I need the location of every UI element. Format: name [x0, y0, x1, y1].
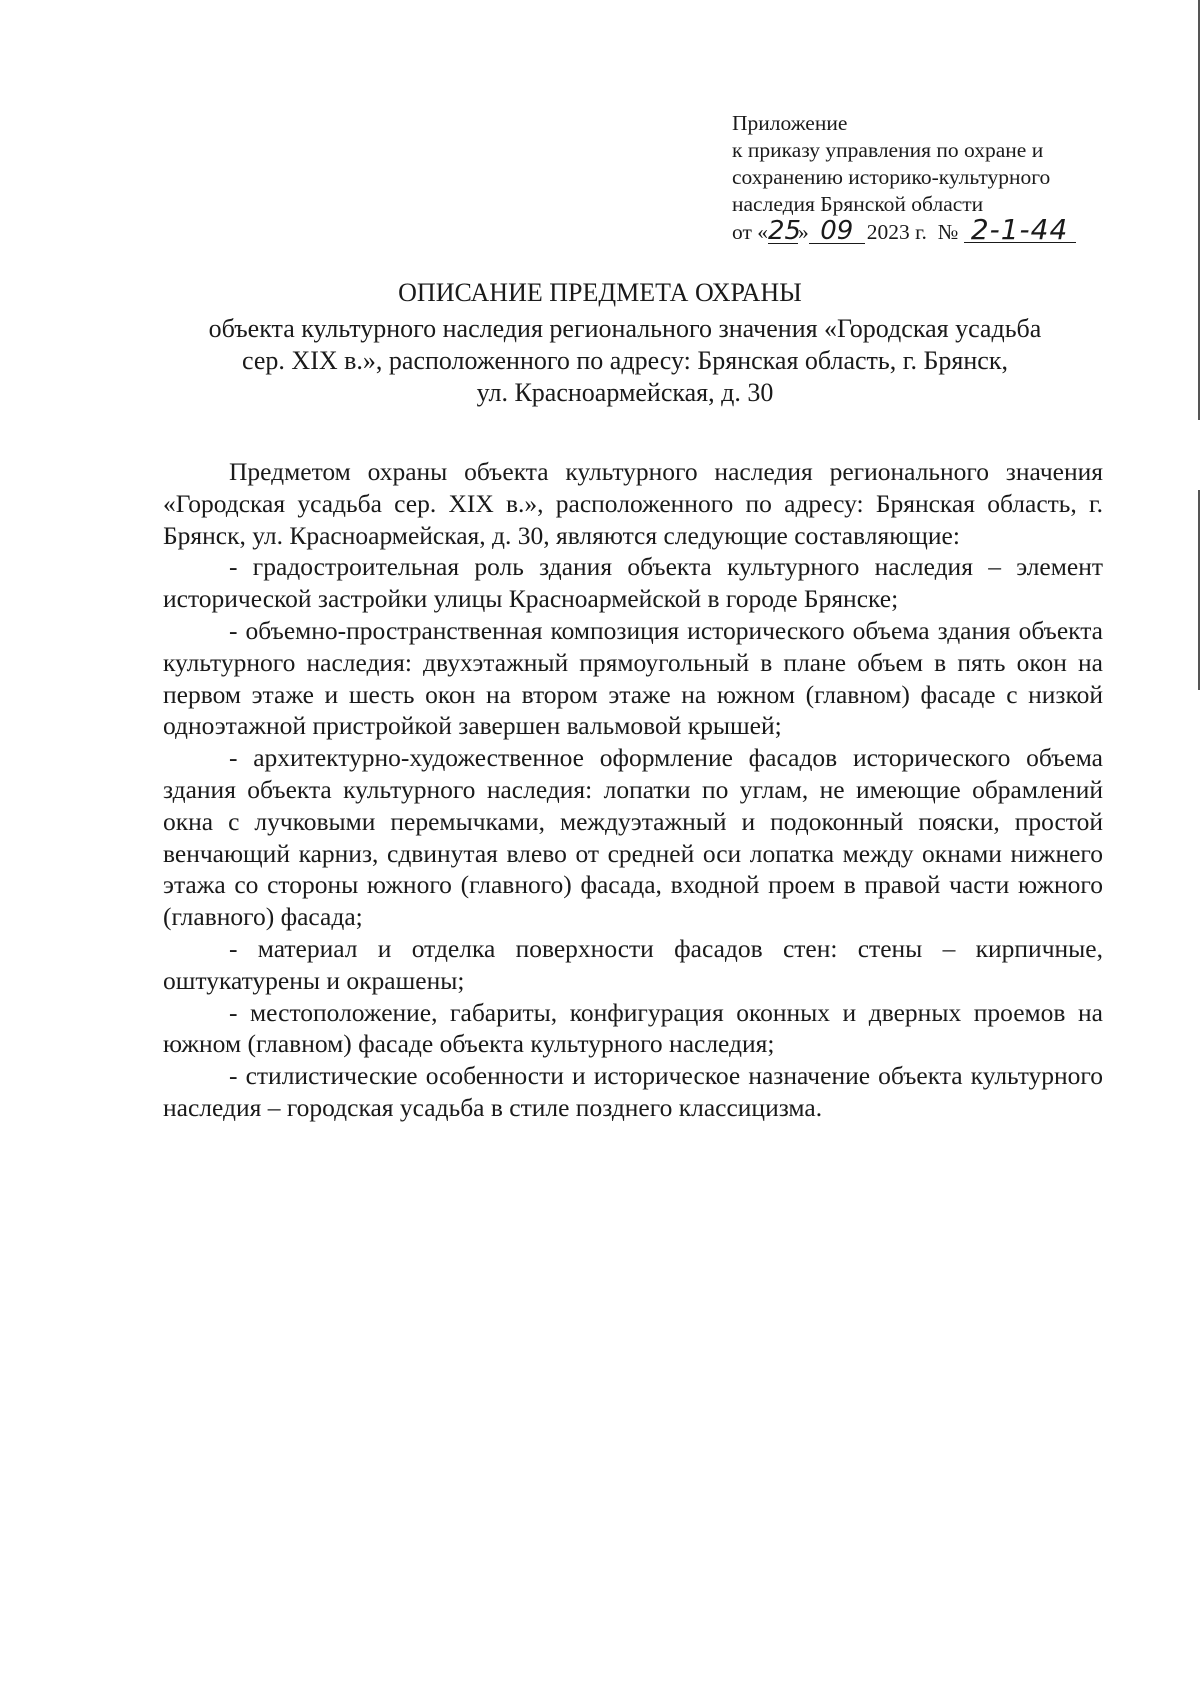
handwritten-day: 25	[768, 216, 802, 246]
date-prefix: от «	[732, 220, 768, 244]
body-paragraph: - материал и отделка поверхности фасадов стен: стены – кирпичные, оштукатурены и окрашены;	[163, 933, 1103, 995]
body-paragraph: Предметом охраны объекта культурного наследия регионального значения «Городская усадьба сер. XIX в.», расположенного по адресу: Брянская область, г. Брянск, ул. Красноармейская, д. 30, являются следующие составляющие:	[163, 457, 1103, 550]
appendix-label: Приложение	[732, 111, 848, 135]
document-title: ОПИСАНИЕ ПРЕДМЕТА ОХРАНЫ	[398, 278, 802, 307]
body-paragraph: - градостроительная роль здания объекта культурного наследия – элемент исторической застройки улицы Красноармейской в городе Брянске;	[163, 552, 1103, 614]
appendix-order-line: к приказу управления по охране и	[732, 138, 1044, 162]
date-quote-close: »	[798, 220, 809, 244]
body-paragraph: - стилистические особенности и историческое назначение объекта культурного наследия – городская усадьба в стиле позднего классицизма.	[163, 1061, 1103, 1122]
subtitle-line: объекта культурного наследия регионального значения «Городская усадьба	[208, 314, 1042, 343]
document-body	[163, 456, 1103, 1124]
number-sign: №	[937, 220, 959, 244]
appendix-block	[732, 110, 1132, 246]
subtitle-line: ул. Красноармейская, д. 30	[476, 378, 774, 407]
appendix-order-line: наследия Брянской области	[732, 192, 984, 216]
subtitle-line: сер. XIX в.», расположенного по адресу: Брянская область, г. Брянск,	[242, 346, 1008, 375]
appendix-order-line: сохранению историко-культурного	[732, 165, 1051, 189]
body-paragraph: - местоположение, габариты, конфигурация оконных и дверных проемов на южном (главном) фасаде объекта культурного наследия;	[163, 997, 1103, 1059]
body-paragraph: - объемно-пространственная композиция исторического объема здания объекта культурного наследия: двухэтажный прямоугольный в плане объем в пять окон на первом этаже и шесть окон на втором этаже на южном (главном) фасаде с низкой одноэтажной пристройкой завершен вальмовой крышей;	[163, 615, 1103, 741]
handwritten-order-number: 2-1-44	[964, 218, 1076, 243]
document-subtitle	[150, 313, 1100, 409]
date-year: 2023 г.	[866, 220, 927, 244]
body-paragraph: - архитектурно-художественное оформление фасадов исторического объема здания объекта культурного наследия: лопатки по углам, не имеющие обрамлений окна с лучковыми перемычками, междуэтажный и подоконный пояски, простой венчающий карниз, сдвинутая влево от средней оси лопатка между окнами нижнего этажа со стороны южного (главного) фасада, входной проем в правой части южного (главного) фасада;	[163, 743, 1103, 932]
appendix-date-line	[732, 213, 1132, 246]
handwritten-month: 09	[809, 219, 865, 244]
